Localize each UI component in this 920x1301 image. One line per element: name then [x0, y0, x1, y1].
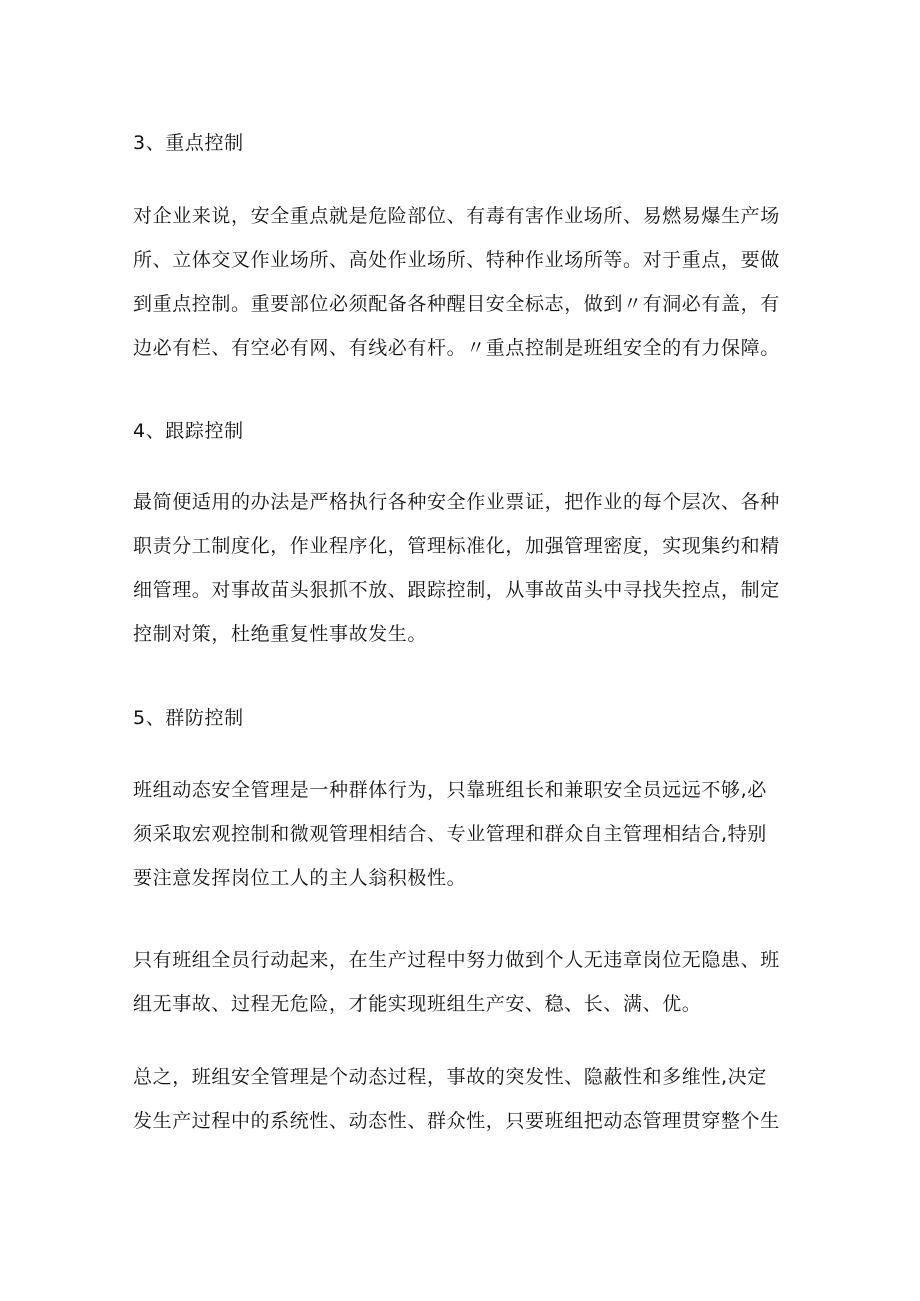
paragraph-line: 总之，班组安全管理是个动态过程，事故的突发性、隐蔽性和多维性,决定 [133, 1066, 767, 1088]
paragraph-line: 组无事故、过程无危险，才能实现班组生产安、稳、长、满、优。 [133, 993, 702, 1015]
paragraph-line: 只有班组全员行动起来，在生产过程中努力做到个人无违章岗位无隐患、班 [133, 949, 780, 971]
section-heading-text: 3、重点控制 [133, 132, 244, 154]
paragraph-line: 要注意发挥岗位工人的主人翁积极性。 [133, 867, 467, 889]
section-heading-text: 5、群防控制 [133, 707, 244, 729]
paragraph-line: 所、立体交叉作业场所、高处作业场所、特种作业场所等。对于重点，要做 [133, 249, 780, 271]
paragraph-key-control [133, 194, 808, 370]
paragraph-line: 班组动态安全管理是一种群体行为，只靠班组长和兼职安全员远远不够,必 [133, 779, 767, 801]
paragraph-line: 职责分工制度化，作业程序化，管理标准化，加强管理密度，实现集约和精 [133, 535, 780, 557]
paragraph-all-staff [133, 938, 808, 1026]
paragraph-line: 须采取宏观控制和微观管理相结合、专业管理和群众自主管理相结合,特别 [133, 823, 767, 845]
paragraph-summary [133, 1055, 808, 1143]
section-heading-text: 4、跟踪控制 [133, 420, 244, 442]
paragraph-line: 边必有栏、有空必有网、有线必有杆。〃重点控制是班组安全的有力保障。 [133, 337, 780, 359]
paragraph-line: 细管理。对事故苗头狠抓不放、跟踪控制，从事故苗头中寻找失控点，制定 [133, 579, 780, 601]
section-heading-5 [133, 703, 808, 733]
section-heading-4 [133, 416, 808, 446]
paragraph-group-control [133, 768, 808, 900]
paragraph-line: 对企业来说，安全重点就是危险部位、有毒有害作业场所、易燃易爆生产场 [133, 205, 780, 227]
paragraph-tracking-control [133, 480, 808, 656]
section-heading-3 [133, 128, 808, 158]
paragraph-line: 最简便适用的办法是严格执行各种安全作业票证，把作业的每个层次、各种 [133, 491, 780, 513]
paragraph-line: 发生产过程中的系统性、动态性、群众性，只要班组把动态管理贯穿整个生 [133, 1110, 780, 1132]
paragraph-line: 到重点控制。重要部位必须配备各种醒目安全标志，做到〃有洞必有盖，有 [133, 293, 780, 315]
paragraph-line: 控制对策，杜绝重复性事故发生。 [133, 623, 428, 645]
